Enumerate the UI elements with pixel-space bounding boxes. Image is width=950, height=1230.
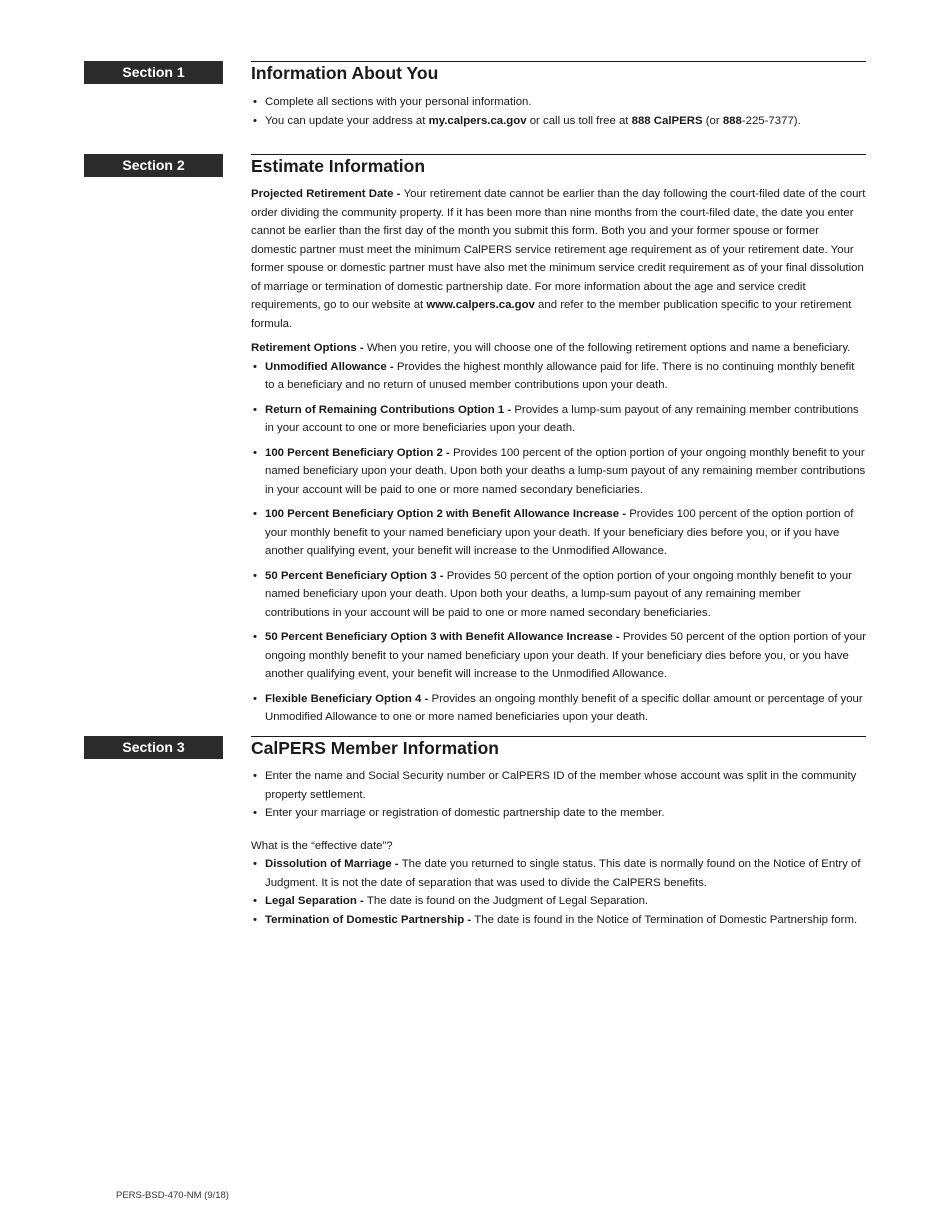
projected-retirement-date-paragraph: Projected Retirement Date - Your retirement date cannot be earlier than the day following the court-filed date of the court order dividing the community property. If it has been more than nine months from the court-filed date, the date you enter cannot be earlier than the first day of the month you submit this form. Both you and your former spouse or former domestic partner must meet the minimum CalPERS service retirement age requirement as of your retirement date. Your former spouse or domestic partner must have also met the minimum service credit requirement as of your final dissolution of marriage or termination of domestic partnership date. For more information about the age and service credit requirements, go to our website at www.calpers.ca.gov and refer to the member publication specific to your retirement formula. [251,188,866,330]
list-item: • Legal Separation - The date is found on the Judgment of Legal Separation. [251,892,866,911]
section-1-body [251,93,866,130]
list-item: • Dissolution of Marriage - The date you returned to single status. This date is normally found on the Notice of Entry of Judgment. It is not the date of separation that was used to divide the CalPERS benefits. [251,855,866,892]
retirement-options-intro: Retirement Options - When you retire, you will choose one of the following retirement options and name a beneficiary. [251,342,851,354]
section-2-body [251,185,866,733]
section-3-title: CalPERS Member Information [251,738,499,758]
option-1: • Return of Remaining Contributions Option 1 - Provides a lump-sum payout of any remaining member contributions in your account to one or more beneficiaries upon your death. [251,401,866,438]
section-3-bullets [251,767,866,823]
effective-date-question: What is the “effective date”? [251,839,393,852]
list-item: • Complete all sections with your personal information. [251,93,866,112]
section-3-tab: Section 3 [84,736,223,759]
list-item: • You can update your address at my.calpers.ca.gov or call us toll free at 888 CalPERS (or 888-225-7377). [251,112,866,131]
section-2-title: Estimate Information [251,156,426,176]
section-1-rule [251,61,866,62]
retirement-options-list [251,358,866,727]
section-3-body [251,767,866,929]
list-item: • Termination of Domestic Partnership - The date is found in the Notice of Termination of Domestic Partnership form. [251,911,866,930]
option-3: • 50 Percent Beneficiary Option 3 - Provides 50 percent of the option portion of your ongoing monthly benefit to your named beneficiary upon your death. Upon both your deaths, a lump-sum payout of any remaining member contributions in your account will be paid to one or more named secondary beneficiaries. [251,567,866,623]
section-2-rule [251,154,866,155]
effective-date-list [251,855,866,929]
section-1-tab: Section 1 [84,61,223,84]
option-2-bai: • 100 Percent Beneficiary Option 2 with Benefit Allowance Increase - Provides 100 percent of the option portion of your monthly benefit to your named beneficiary upon your death. If your beneficiary dies before you, or if you have another qualifying event, your benefit will increase to the Unmodified Allowance. [251,505,866,561]
list-item: • Enter your marriage or registration of domestic partnership date to the member. [251,804,866,823]
phone-number: 888 CalPERS [631,114,703,127]
website-link[interactable]: www.calpers.ca.gov [426,299,535,311]
list-item: • Enter the name and Social Security number or CalPERS ID of the member whose account was split in the community property settlement. [251,767,866,804]
option-2: • 100 Percent Beneficiary Option 2 - Provides 100 percent of the option portion of your ongoing monthly benefit to your named beneficiary upon your death. Upon both your deaths a lump-sum payout of any remaining member contributions in your account will be paid to one or more named secondary beneficiaries. [251,444,866,500]
option-4: • Flexible Beneficiary Option 4 - Provides an ongoing monthly benefit of a specific dollar amount or percentage of your Unmodified Allowance to one or more named beneficiaries upon your death. [251,690,866,727]
option-3-bai: • 50 Percent Beneficiary Option 3 with Benefit Allowance Increase - Provides 50 percent of the option portion of your ongoing monthly benefit to your named beneficiary upon your death. If your beneficiary dies before you, or you have another qualifying event, your benefit will increase to the Unmodified Allowance. [251,628,866,684]
website-link[interactable]: my.calpers.ca.gov [428,114,527,127]
form-code: PERS-BSD-470-NM (9/18) [116,1190,229,1201]
section-2-tab: Section 2 [84,154,223,177]
section-1-title: Information About You [251,63,439,83]
section-1-bullets [251,93,866,130]
section-3-rule [251,736,866,737]
option-unmodified-allowance: • Unmodified Allowance - Provides the highest monthly allowance paid for life. There is no continuing monthly benefit to a beneficiary and no return of unused member contributions upon your death. [251,358,866,395]
